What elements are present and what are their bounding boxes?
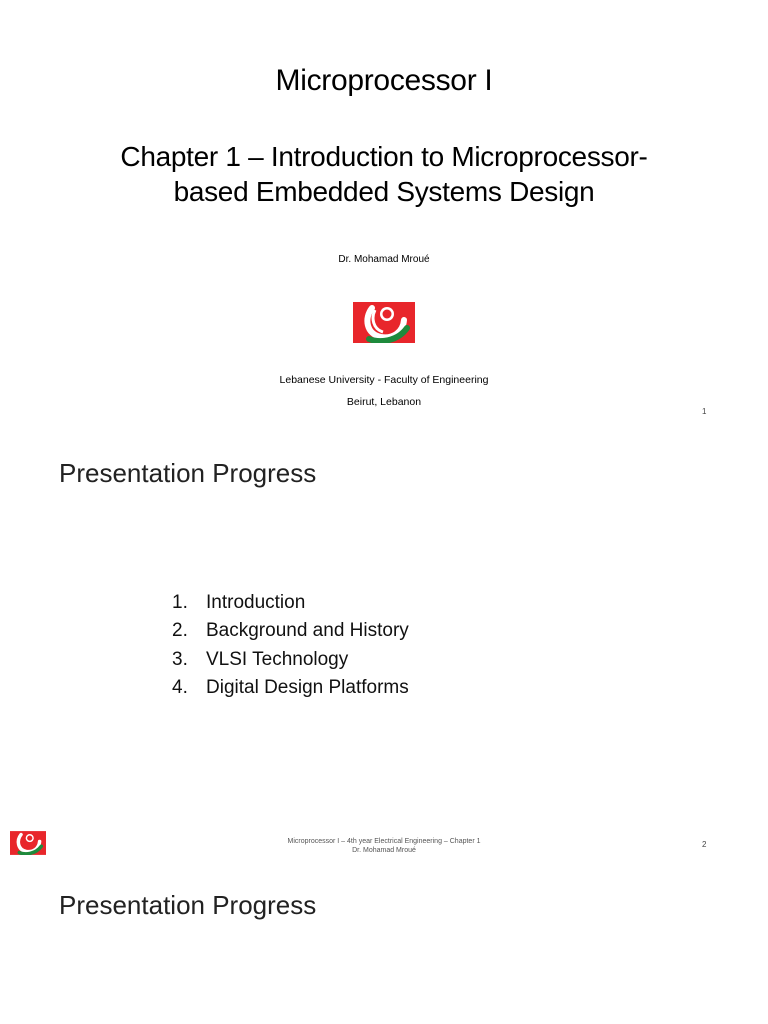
topic-label: Background and History (206, 620, 409, 642)
chapter-title-line1: Chapter 1 – Introduction to Microprocessor- (120, 141, 648, 172)
slide-heading: Presentation Progress (59, 890, 317, 920)
university-name: Lebanese University - Faculty of Engineering (279, 374, 489, 386)
slide-heading: Presentation Progress (59, 458, 317, 488)
university-logo-icon (353, 302, 415, 343)
topic-number: 3. (172, 648, 188, 670)
footer-course-line: Microprocessor I – 4th year Electrical Engineering – Chapter 1 (287, 838, 481, 845)
topic-label: Introduction (206, 592, 306, 613)
topic-item (172, 646, 409, 674)
topic-number: 2. (172, 620, 188, 642)
course-title: Microprocessor I (275, 64, 493, 97)
topic-label: VLSI Technology (206, 648, 349, 670)
topic-number: 4. (172, 676, 188, 698)
topic-number: 1. (172, 592, 188, 613)
slide-footer (234, 837, 534, 855)
page-number: 2 (702, 840, 707, 849)
topic-item (172, 617, 409, 645)
author-name: Dr. Mohamad Mroué (338, 254, 430, 265)
chapter-title (60, 139, 708, 209)
chapter-title-line2: based Embedded Systems Design (173, 176, 595, 207)
topic-label: Digital Design Platforms (206, 676, 409, 698)
title-slide (0, 0, 768, 432)
footer-logo-icon (10, 831, 46, 855)
topic-item (172, 589, 409, 617)
topic-item (172, 674, 409, 702)
page-number: 1 (702, 407, 707, 416)
footer-author-line: Dr. Mohamad Mroué (352, 847, 416, 854)
progress-slide (0, 432, 768, 864)
progress-slide-partial (0, 864, 768, 1024)
university-city: Beirut, Lebanon (346, 396, 422, 408)
topic-list (172, 589, 409, 702)
